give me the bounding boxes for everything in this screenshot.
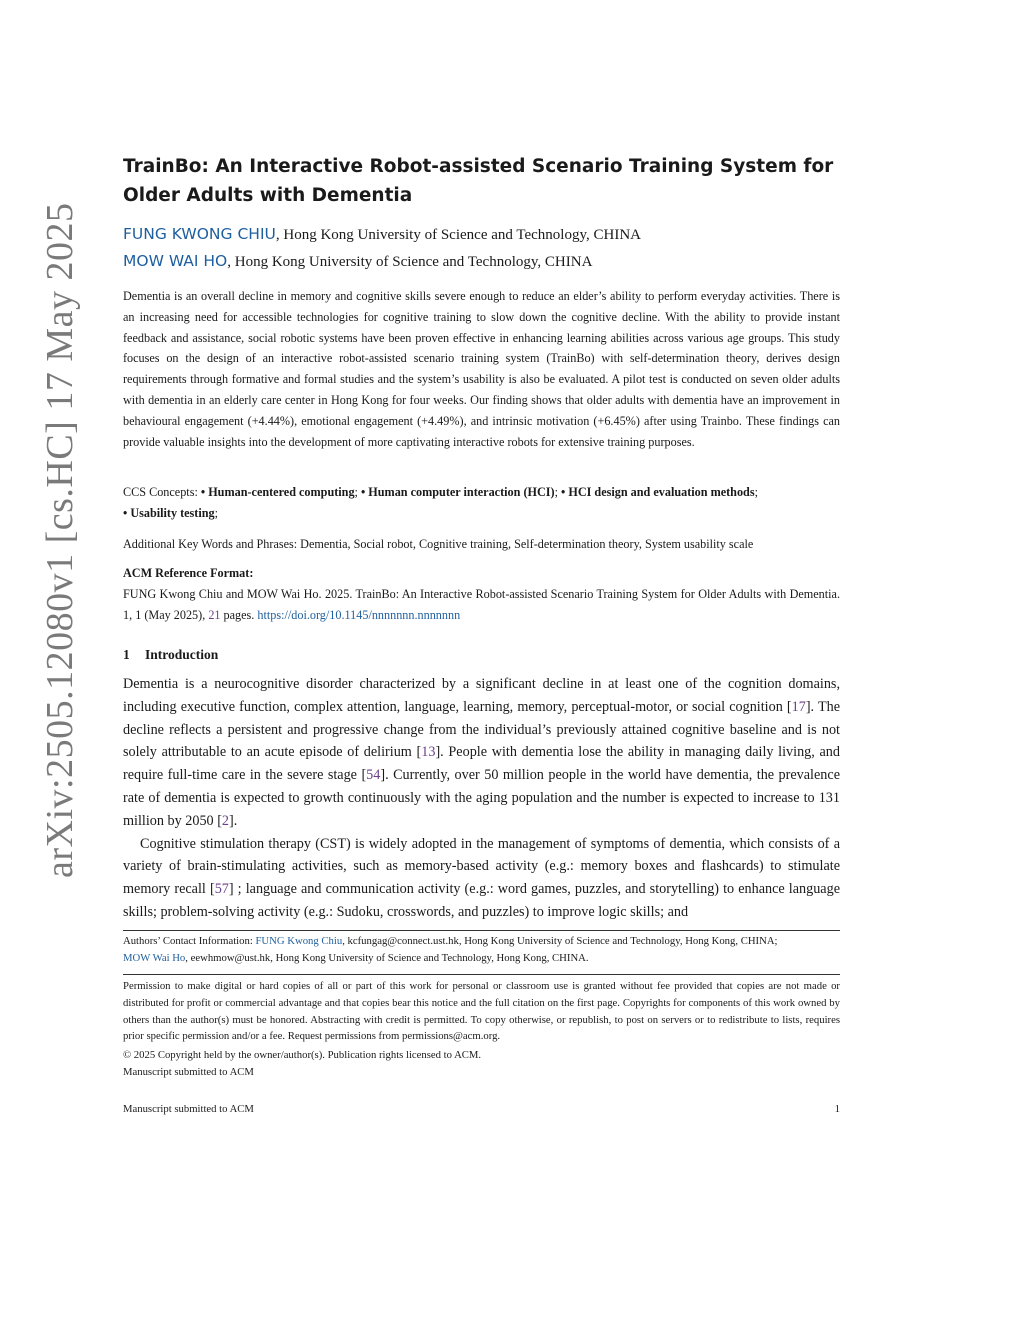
author-2 bbox=[123, 251, 840, 272]
permission-notice: Permission to make digital or hard copies of all or part of this work for personal or classroom use is granted without fee provided that copies are not made or distributed for profit or commercial advantage and that copies bear this notice and the full citation on the first page. Copyrights for components of this work owned by others than the author(s) must be honored. Abstracting with credit is permitted. To copy otherwise, or republish, to post on servers or to redistribute to lists, requires prior specific permission and/or a fee. Request permissions from permissions@acm.org. bbox=[123, 980, 840, 1043]
author-1-affiliation: , Hong Kong University of Science and Technology, CHINA bbox=[275, 227, 641, 243]
author-2-affiliation: , Hong Kong University of Science and Technology, CHINA bbox=[227, 254, 593, 270]
text-run: ]. People with dementia lose the ability in managing daily living, and require full-time care in the severe stage [ bbox=[123, 744, 840, 784]
page-count-link[interactable]: 21 bbox=[208, 607, 221, 622]
footnote-divider bbox=[123, 930, 840, 931]
manuscript-note: Manuscript submitted to ACM bbox=[123, 1065, 254, 1078]
author-2-name[interactable]: MOW WAI HO bbox=[123, 252, 228, 270]
copyright-line: © 2025 Copyright held by the owner/author(s). Publication rights licensed to ACM. bbox=[123, 1049, 482, 1061]
ccs-item: • Usability testing bbox=[123, 505, 215, 520]
keywords: Additional Key Words and Phrases: Dementia, Social robot, Cognitive training, Self-determination theory, System usability scale bbox=[123, 537, 754, 551]
author-1-link[interactable]: FUNG Kwong Chiu bbox=[255, 935, 343, 947]
arxiv-identifier: arXiv:2505.12080v1 [cs.HC] 17 May 2025 bbox=[39, 202, 81, 878]
text-run: ]. The decline reflects a persistent and progressive change from the individual’s previously attained cognitive baseline and is not solely attributable to an acute episode of delirium [ bbox=[123, 698, 841, 761]
citation-link[interactable]: 57 bbox=[214, 881, 229, 898]
acm-reference-text: pages. bbox=[220, 607, 258, 622]
acm-reference-text: FUNG Kwong Chiu and MOW Wai Ho. 2025. TrainBo: An Interactive Robot-assisted Scenario Training System for Older Adults with Dementia. 1, 1 (May 2025), bbox=[123, 587, 840, 622]
ccs-label: CCS Concepts: bbox=[123, 485, 201, 499]
author-1 bbox=[123, 224, 840, 245]
ccs-separator: ; bbox=[554, 485, 562, 499]
text-run: Cognitive stimulation therapy (CST) is widely adopted in the management of symptoms of dementia, which consists of a variety of brain-stimulating activities, such as memory-based activity (e.g.: memory boxes and flashcards) to stimulate memory recall [ bbox=[123, 835, 840, 898]
acm-reference-heading: ACM Reference Format: bbox=[123, 566, 254, 580]
acm-reference bbox=[123, 584, 840, 625]
body-text bbox=[123, 673, 840, 924]
ccs-item: • Human computer interaction (HCI) bbox=[360, 485, 555, 499]
ccs-separator: ; bbox=[754, 485, 758, 499]
text-run: ] ; language and communication activity (e.g.: word games, puzzles, and storytelling) to enhance language skills; problem-solving activity (e.g.: Sudoku, crosswords, and puzzles) to improve logic skills; and bbox=[123, 881, 840, 920]
citation-link[interactable]: 2 bbox=[221, 812, 230, 829]
ccs-separator: ; bbox=[354, 485, 361, 499]
citation-link[interactable]: 17 bbox=[791, 698, 806, 715]
doi-link[interactable]: https://doi.org/10.1145/nnnnnnn.nnnnnnn bbox=[257, 607, 461, 622]
citation-link[interactable]: 13 bbox=[421, 744, 436, 761]
author-2-link[interactable]: MOW Wai Ho bbox=[123, 952, 186, 964]
footnote-text: , eewhmow@ust.hk, Hong Kong University of Science and Technology, Hong Kong, CHINA. bbox=[185, 952, 589, 964]
footer-left: Manuscript submitted to ACM bbox=[123, 1103, 254, 1115]
section-heading bbox=[123, 645, 840, 665]
page-number: 1 bbox=[834, 1103, 840, 1115]
ccs-item: • HCI design and evaluation methods bbox=[561, 485, 755, 499]
text-run: ]. bbox=[229, 812, 238, 829]
text-run: ]. Currently, over 50 million people in the world have dementia, the prevalence rate of dementia is expected to growth continuously with the aging population and the number is expected to increase to 131 million by 2050 [ bbox=[123, 767, 840, 829]
permission-divider bbox=[123, 974, 840, 975]
paragraph bbox=[123, 673, 840, 833]
author-1-name[interactable]: FUNG KWONG CHIU bbox=[123, 225, 276, 243]
ccs-separator: ; bbox=[214, 505, 219, 520]
ccs-concepts bbox=[123, 482, 840, 524]
section-title: Introduction bbox=[145, 647, 219, 662]
abstract: Dementia is an overall decline in memory and cognitive skills severe enough to reduce an elder’s ability to perform everyday activities. There is an increasing need for accessible technologies for cognitive training to slow down the cognitive decline. With the ability to provide instant feedback and assistance, social robotic systems have been proven effective in enhancing learning abilities across various age groups. This study focuses on the design of an interactive robot-assisted scenario training system (TrainBo) with self-determination theory, derives design requirements through formative and formal studies and the system’s usability is also be evaluated. A pilot test is conducted on seven older adults with dementia in an elderly care center in Hong Kong for four weeks. Our finding shows that older adults with dementia have an improvement in behavioural engagement (+4.44%), emotional engagement (+4.49%), and intrinsic motivation (+6.45%) after using Trainbo. These findings can provide valuable insights into the development of more captivating interactive robots for extensive training purposes. bbox=[123, 289, 840, 449]
footnote-label: Authors’ Contact Information: bbox=[123, 935, 256, 947]
author-contact-footnote bbox=[123, 933, 840, 967]
footnote-text: , kcfungag@connect.ust.hk, Hong Kong University of Science and Technology, Hong Kong, CHINA; bbox=[342, 935, 778, 947]
paragraph bbox=[123, 833, 840, 924]
citation-link[interactable]: 54 bbox=[366, 767, 381, 784]
copyright-notice bbox=[123, 1047, 840, 1081]
ccs-item: • Human-centered computing bbox=[200, 485, 355, 499]
page-footer bbox=[123, 1101, 840, 1117]
text-run: Dementia is a neurocognitive disorder characterized by a significant decline in at least one of the cognition domains, including executive function, complex attention, language, learning, memory, perceptual-motor, or social cognition [ bbox=[123, 676, 840, 715]
paper-title: TrainBo: An Interactive Robot-assisted Scenario Training System for Older Adults with Dementia bbox=[123, 156, 834, 206]
section-number: 1 bbox=[123, 647, 130, 662]
